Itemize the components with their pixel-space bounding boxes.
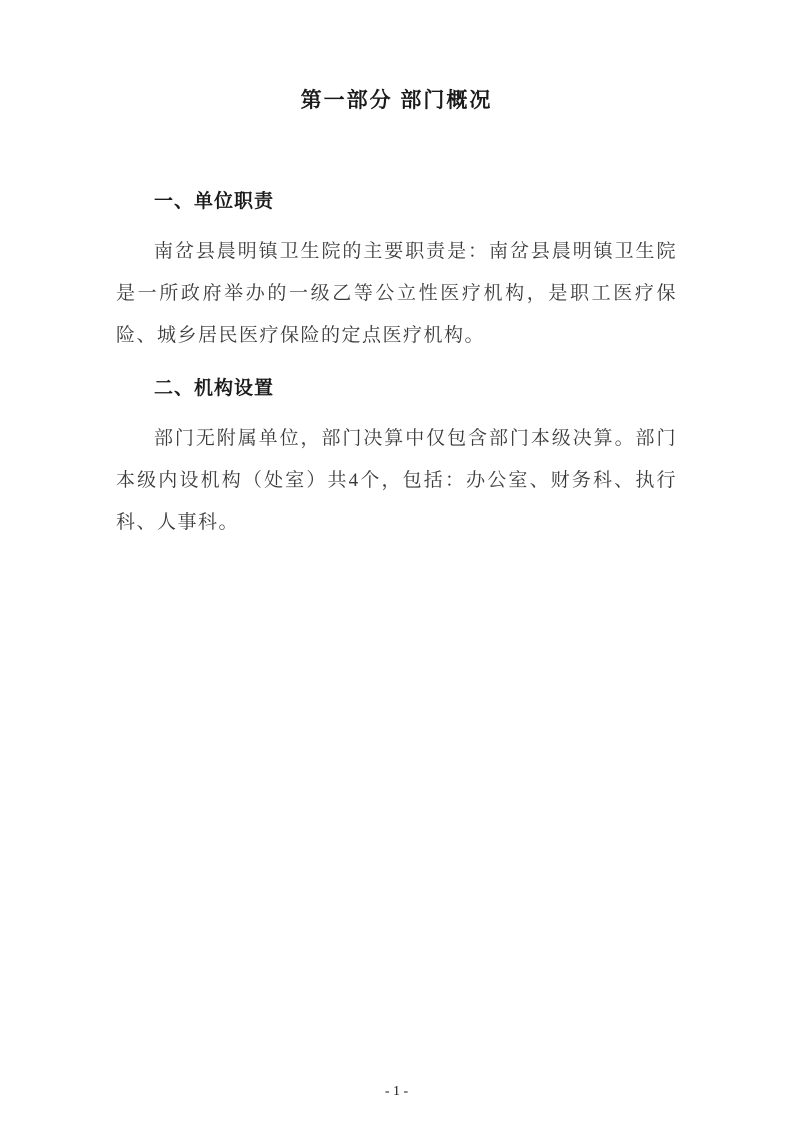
section-heading-org-structure: 二、机构设置 — [154, 378, 275, 399]
section-org-structure — [116, 373, 677, 544]
page-title: 第一部分 部门概况 — [300, 89, 493, 112]
paragraph-org-structure: 部门无附属单位，部门决算中仅包含部门本级决算。部门本级内设机构（处室）共4个，包括：办公室、财务科、执行科、人事科。 — [116, 428, 677, 533]
page-number: - 1 - — [384, 1084, 409, 1099]
paragraph-unit-duties: 南岔县晨明镇卫生院的主要职责是：南岔县晨明镇卫生院是一所政府举办的一级乙等公立性医疗机构，是职工医疗保险、城乡居民医疗保险的定点医疗机构。 — [116, 241, 677, 346]
section-unit-duties — [116, 186, 677, 357]
section-heading-unit-duties: 一、单位职责 — [154, 191, 275, 212]
